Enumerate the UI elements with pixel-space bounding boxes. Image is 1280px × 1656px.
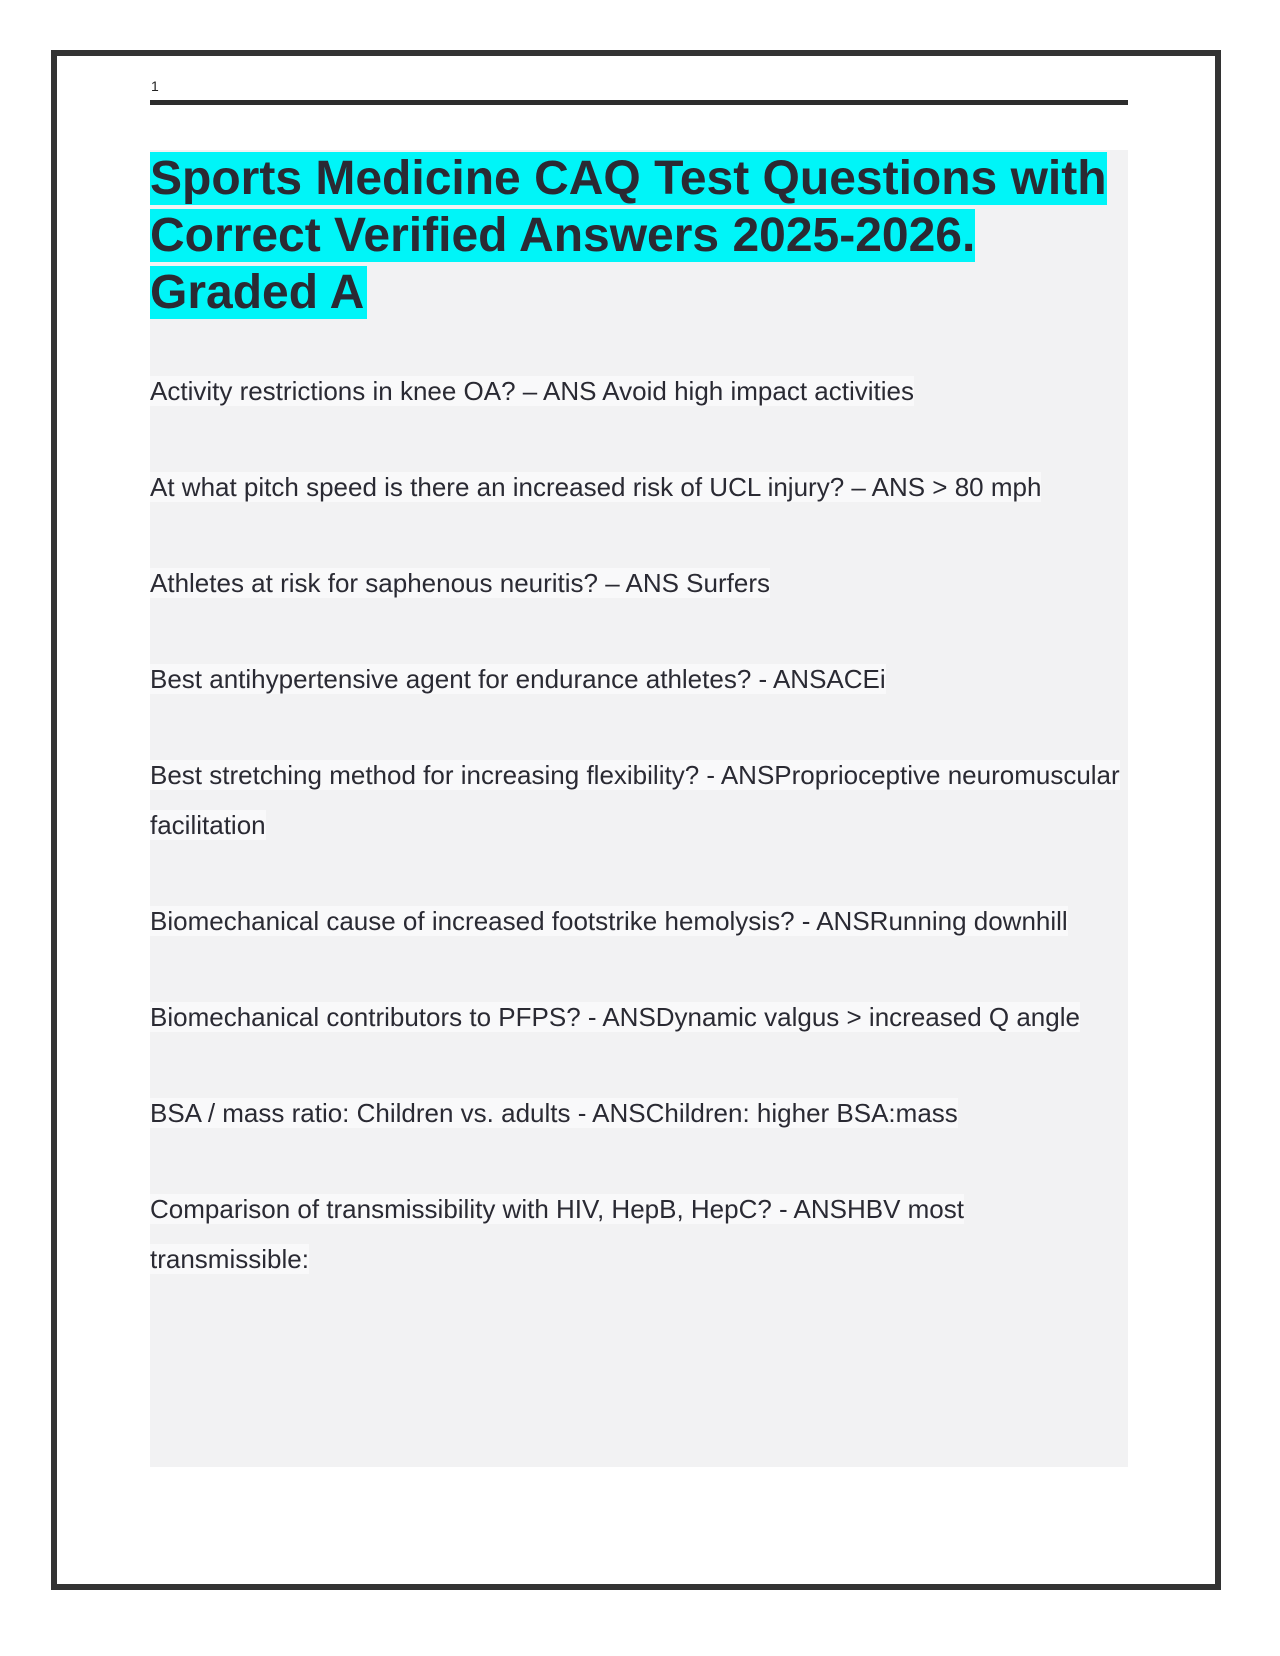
qa-item-text: BSA / mass ratio: Children vs. adults - ANSChildren: higher BSA:mass <box>150 1098 958 1128</box>
qa-item <box>150 750 1128 850</box>
qa-item-text: Biomechanical contributors to PFPS? - ANSDynamic valgus > increased Q angle <box>150 1002 1080 1032</box>
qa-item-text: Athletes at risk for saphenous neuritis? – ANS Surfers <box>150 568 770 598</box>
qa-item-text: Comparison of transmissibility with HIV, HepB, HepC? - ANSHBV most transmissible: <box>150 1194 964 1274</box>
qa-item-text: Best antihypertensive agent for endurance athletes? - ANSACEi <box>150 664 886 694</box>
page-number: 1 <box>151 78 159 94</box>
qa-item <box>150 462 1128 512</box>
qa-item <box>150 1184 1128 1284</box>
qa-item <box>150 992 1128 1042</box>
header-rule <box>150 100 1128 105</box>
qa-item <box>150 1088 1128 1138</box>
qa-list <box>150 366 1128 1284</box>
qa-item-text: Activity restrictions in knee OA? – ANS Avoid high impact activities <box>150 376 914 406</box>
qa-item-text: Best stretching method for increasing flexibility? - ANSProprioceptive neuromuscular facilitation <box>150 760 1120 840</box>
qa-item-text: At what pitch speed is there an increased risk of UCL injury? – ANS > 80 mph <box>150 472 1042 502</box>
document-title <box>150 150 1128 321</box>
qa-item <box>150 654 1128 704</box>
document-body <box>150 150 1128 1467</box>
qa-item-text: Biomechanical cause of increased footstrike hemolysis? - ANSRunning downhill <box>150 906 1068 936</box>
document-title-text: Sports Medicine CAQ Test Questions with Correct Verified Answers 2025-2026. Graded A <box>150 152 1107 319</box>
qa-item <box>150 558 1128 608</box>
qa-item <box>150 896 1128 946</box>
qa-item <box>150 366 1128 416</box>
